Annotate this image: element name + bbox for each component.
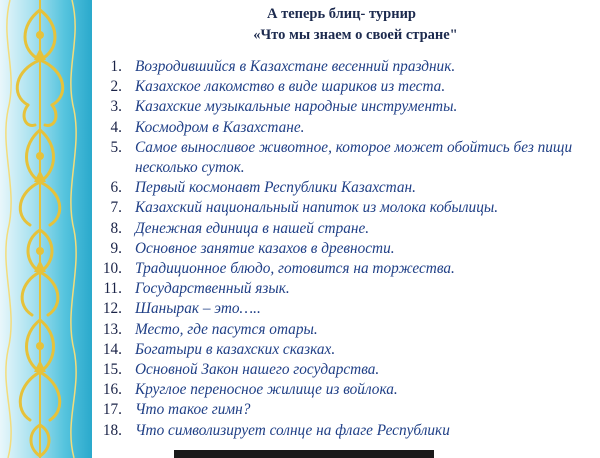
list-item bbox=[95, 178, 600, 198]
item-number: 18. bbox=[102, 421, 122, 439]
slide-content bbox=[95, 0, 600, 458]
list-item bbox=[95, 279, 600, 299]
item-text: Богатыри в казахских сказках. bbox=[135, 340, 336, 358]
list-item bbox=[95, 77, 600, 97]
list-item bbox=[95, 97, 600, 117]
item-number: 17. bbox=[102, 401, 122, 419]
item-number: 14. bbox=[102, 340, 122, 358]
question-list bbox=[95, 57, 600, 441]
kazakh-ornament-icon bbox=[0, 0, 92, 458]
item-text: Шанырак – это….. bbox=[135, 300, 261, 318]
list-item bbox=[95, 138, 600, 178]
item-number: 13. bbox=[102, 320, 122, 338]
item-text: Казахский национальный напиток из молока кобылицы. bbox=[135, 199, 499, 217]
item-text: Место, где пасутся отары. bbox=[135, 320, 318, 338]
list-item bbox=[95, 360, 600, 380]
item-number: 5. bbox=[110, 138, 122, 156]
item-text: Основное занятие казахов в древности. bbox=[135, 239, 395, 257]
item-number: 2. bbox=[110, 78, 122, 96]
list-item bbox=[95, 57, 600, 77]
item-text: Первый космонавт Республики Казахстан. bbox=[135, 179, 416, 197]
list-item bbox=[95, 299, 600, 319]
list-item bbox=[95, 198, 600, 218]
item-text: Что такое гимн? bbox=[135, 401, 251, 419]
list-item bbox=[95, 239, 600, 259]
item-number: 12. bbox=[102, 300, 122, 318]
item-text: Космодром в Казахстане. bbox=[135, 118, 305, 136]
item-number: 11. bbox=[103, 280, 122, 298]
list-item bbox=[95, 219, 600, 239]
list-item bbox=[95, 421, 600, 441]
list-item bbox=[95, 320, 600, 340]
item-number: 8. bbox=[110, 219, 122, 237]
item-number: 1. bbox=[110, 58, 122, 75]
item-number: 16. bbox=[102, 381, 122, 399]
list-item bbox=[95, 400, 600, 420]
item-text: Традиционное блюдо, готовится на торжества. bbox=[135, 260, 455, 278]
bottom-overlay-bar bbox=[174, 450, 434, 458]
slide-title: А теперь блиц- турнир bbox=[266, 6, 416, 22]
item-text: Самое выносливое животное, которое может обойтись без пищи несколько суток. bbox=[135, 138, 573, 177]
item-text: Основной Закон нашего государства. bbox=[135, 361, 380, 379]
item-number: 3. bbox=[110, 98, 122, 116]
item-text: Что символизирует солнце на флаге Республики bbox=[135, 421, 450, 439]
item-text: Возродившийся в Казахстане весенний праздник. bbox=[135, 58, 456, 75]
item-text: Казахское лакомство в виде шариков из теста. bbox=[135, 78, 446, 96]
list-item bbox=[95, 259, 600, 279]
item-text: Круглое переносное жилище из войлока. bbox=[135, 381, 398, 399]
item-number: 9. bbox=[110, 239, 122, 257]
side-ornament-band bbox=[0, 0, 92, 458]
item-text: Государственный язык. bbox=[135, 280, 290, 298]
slide-subtitle: «Что мы знаем о своей стране" bbox=[253, 27, 458, 43]
list-item bbox=[95, 118, 600, 138]
item-number: 4. bbox=[110, 118, 122, 136]
item-number: 15. bbox=[102, 361, 122, 379]
item-number: 7. bbox=[110, 199, 122, 217]
item-number: 6. bbox=[110, 179, 122, 197]
list-item bbox=[95, 340, 600, 360]
item-number: 10. bbox=[102, 260, 122, 278]
item-text: Казахские музыкальные народные инструменты. bbox=[135, 98, 458, 116]
item-text: Денежная единица в нашей стране. bbox=[135, 219, 370, 237]
list-item bbox=[95, 380, 600, 400]
